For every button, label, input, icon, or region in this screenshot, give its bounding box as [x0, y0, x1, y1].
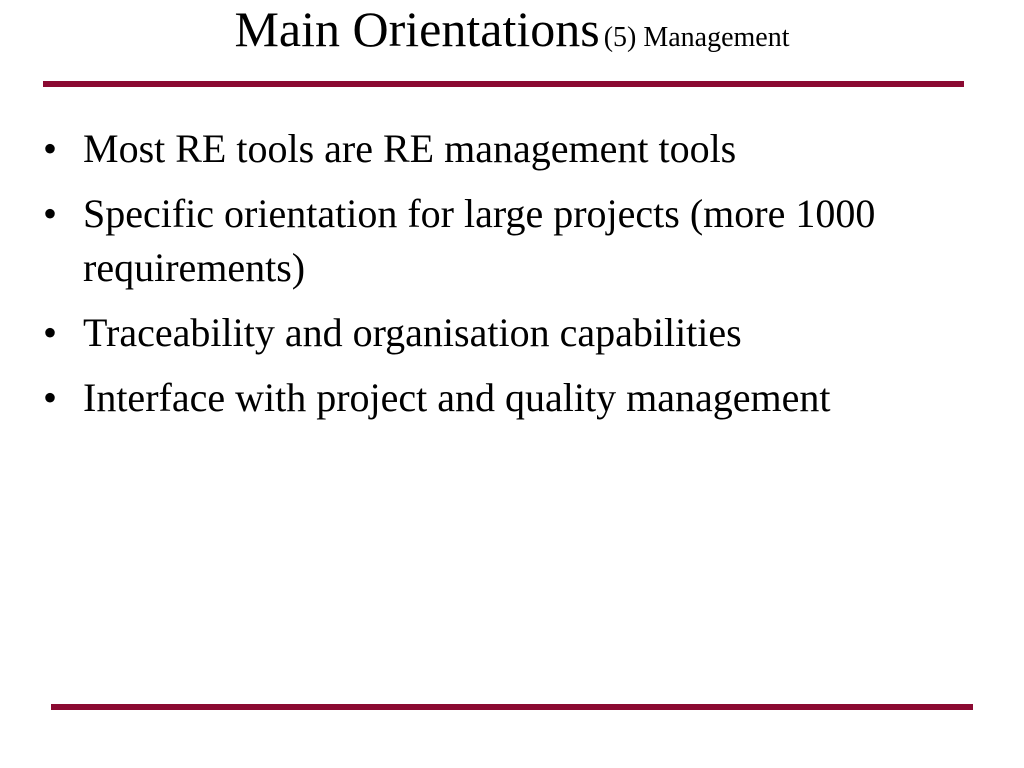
bullet-icon: •: [43, 375, 58, 420]
bullet-text: Traceability and organisation capabilities: [83, 310, 742, 355]
slide-title: [0, 1, 1024, 57]
bottom-divider: [51, 704, 973, 710]
bullet-item: [40, 122, 980, 176]
bullet-icon: •: [43, 126, 58, 171]
bullet-text: Interface with project and quality management: [83, 375, 831, 420]
bullet-text: Specific orientation for large projects (more 1000 requirements): [83, 191, 876, 290]
bullet-item: [40, 306, 980, 360]
bullet-icon: •: [43, 310, 58, 355]
bullet-text: Most RE tools are RE management tools: [83, 126, 737, 171]
title-main: Main Orientations: [234, 1, 600, 57]
bullet-icon: •: [43, 191, 58, 236]
bullet-item: [40, 371, 980, 425]
bullet-list: [40, 122, 980, 436]
title-subtitle: (5) Management: [603, 22, 790, 53]
bullet-item: [40, 187, 980, 295]
top-divider: [43, 81, 964, 87]
